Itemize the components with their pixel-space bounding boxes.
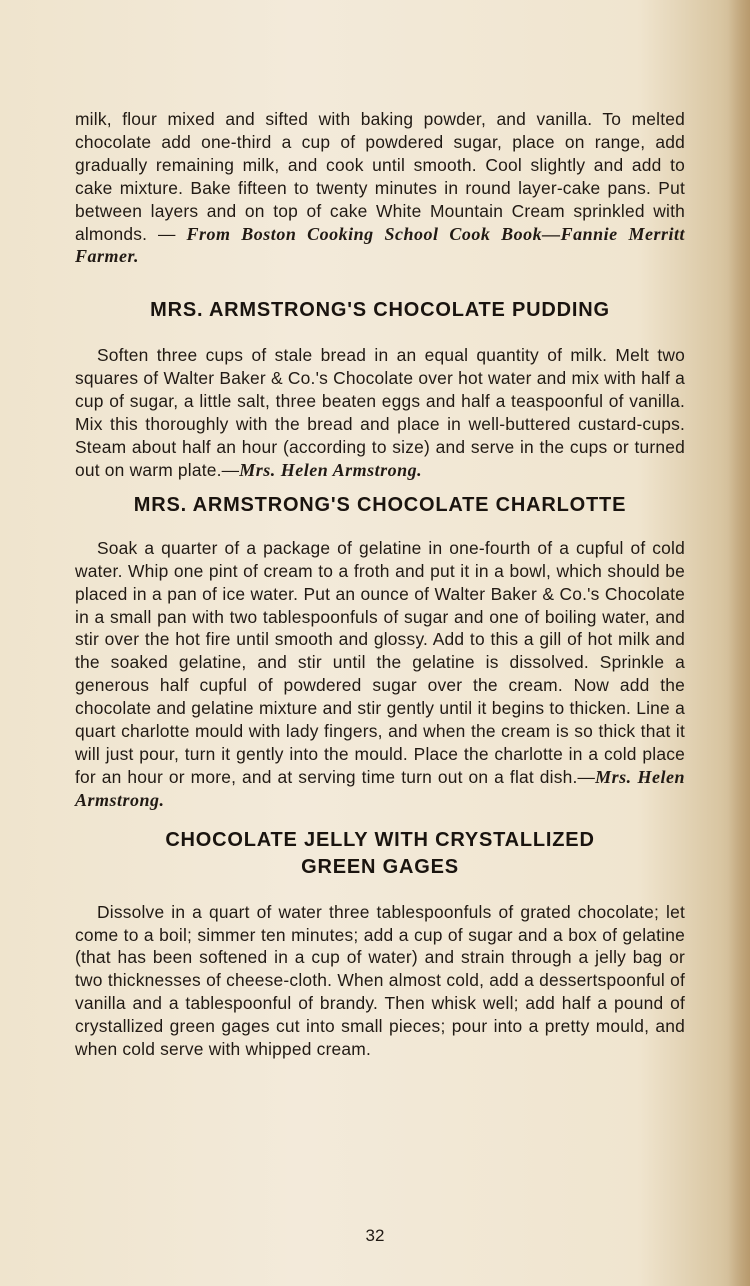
intro-source: From Boston Cooking School Cook Book—Fannie Merritt Farmer. bbox=[75, 223, 685, 267]
charlotte-text: Soak a quarter of a package of gelatine in one-fourth of a cupful of cold water. Whip one pint of cream to a froth and put it in a bowl, which should be placed in a pan of ice water. Put an ounce of Walter Baker & Co.'s Chocolate in a small pan with two tablespoonfuls of sugar and one of boiling water, and stir over the hot fire until smooth and glossy. Add to this a gill of hot milk and the soaked gelatine, and stir until the gelatine is dissolved. Sprinkle a generous half cupful of powdered sugar over the cream. Now add the chocolate and gelatine mixture and stir gently until it begins to thicken. Line a quart charlotte mould with lady fingers, and when the cream is so thick that it will just pour, turn it gently into the mould. Place the charlotte in a cold place for an hour or more, and at serving time turn out on a flat dish.— bbox=[75, 537, 685, 787]
recipe-title-jelly bbox=[75, 827, 685, 881]
recipe-title-charlotte: MRS. ARMSTRONG'S CHOCOLATE CHARLOTTE bbox=[133, 493, 627, 516]
jelly-title-line2: GREEN GAGES bbox=[301, 855, 459, 878]
jelly-title-line1: CHOCOLATE JELLY WITH CRYSTALLIZED bbox=[165, 828, 595, 851]
intro-paragraph bbox=[75, 108, 685, 268]
page-number: 32 bbox=[365, 1226, 385, 1245]
intro-text: milk, flour mixed and sifted with baking powder, and vanilla. To melted chocolate add one-third a cup of powdered sugar, place on range, add gradually remaining milk, and cook until smooth. Cool slightly and add to cake mixture. Bake fifteen to twenty minutes in round layer-cake pans. Put between layers and on top of cake White Mountain Cream sprinkled with almonds. — bbox=[75, 109, 685, 244]
pudding-source: Mrs. Helen Armstrong. bbox=[239, 459, 423, 480]
recipe-body-pudding bbox=[75, 344, 685, 481]
recipe-title-pudding: MRS. ARMSTRONG'S CHOCOLATE PUDDING bbox=[150, 299, 610, 322]
charlotte-source: Mrs. Helen Armstrong. bbox=[75, 766, 685, 810]
page-edge-shadow bbox=[728, 0, 750, 1286]
pudding-text: Soften three cups of stale bread in an equal quantity of milk. Melt two squares of Walter Baker & Co.'s Chocolate over hot water and mix with half a cup of sugar, a little salt, three beaten eggs and half a teaspoonful of vanilla. Mix this thoroughly with the bread and place in well-buttered custard-cups. Steam about half an hour (according to size) and serve in the cups or turned out on warm plate.— bbox=[75, 345, 685, 480]
recipe-body-jelly: Dissolve in a quart of water three tablespoonfuls of grated chocolate; let come to a boil; simmer ten minutes; add a cup of sugar and a box of gelatine (that has been softened in a cup of water) and strain through a jelly bag or two thicknesses of cheese-cloth. When almost cold, add a dessertspoonful of vanilla and a tablespoonful of brandy. Then whisk well; add half a pound of crystallized green gages cut into small pieces; pour into a pretty mould, and when cold serve with whipped cream. bbox=[75, 901, 685, 1060]
page-content bbox=[75, 108, 685, 1061]
recipe-body-charlotte bbox=[75, 537, 685, 812]
